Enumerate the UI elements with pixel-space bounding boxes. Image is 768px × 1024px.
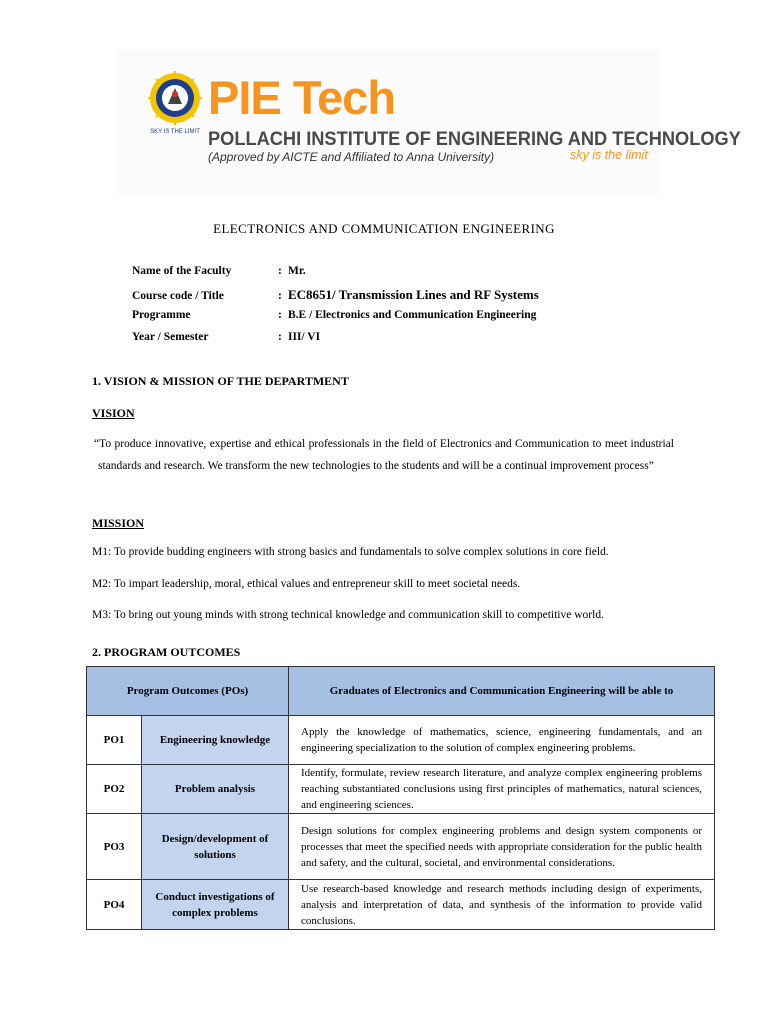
brand-name: PIE Tech	[208, 71, 396, 124]
po-code: PO2	[87, 765, 142, 814]
detail-separator: :	[278, 290, 282, 302]
detail-separator: :	[278, 309, 282, 321]
detail-value: III/ VI	[288, 331, 321, 343]
college-emblem-logo	[148, 70, 202, 136]
detail-value: EC8651/ Transmission Lines and RF Systems	[288, 287, 539, 302]
mission-item-m1: M1: To provide budding engineers with strong basics and fundamentals to solve complex solutions in core field.	[92, 546, 609, 558]
program-outcomes-table	[86, 666, 715, 930]
po-name: Conduct investigations of complex problems	[142, 880, 289, 930]
po-code: PO1	[87, 716, 142, 765]
table-header-row	[87, 667, 715, 716]
department-title: ELECTRONICS AND COMMUNICATION ENGINEERING	[213, 221, 555, 236]
course-details	[132, 265, 539, 353]
detail-separator: :	[278, 331, 282, 343]
detail-row-faculty	[132, 265, 539, 287]
approval-note: (Approved by AICTE and Affiliated to Anna University)	[208, 150, 495, 164]
detail-key: Programme	[132, 309, 191, 321]
po-name: Problem analysis	[142, 765, 289, 814]
po-description: Use research-based knowledge and research methods including design of experiments, analysis and interpretation of data, and synthesis of the information to provide valid conclusions.	[289, 880, 715, 930]
detail-key: Year / Semester	[132, 331, 209, 343]
table-row	[87, 716, 715, 765]
section-program-outcomes-title: 2. PROGRAM OUTCOMES	[92, 645, 241, 659]
section-vision-mission-title: 1. VISION & MISSION OF THE DEPARTMENT	[92, 374, 349, 388]
table-row	[87, 814, 715, 880]
detail-row-year	[132, 331, 539, 353]
po-description: Identify, formulate, review research literature, and analyze complex engineering problems reaching substantiated conclusions using first principles of mathematics, natural sciences, and engineering sciences.	[289, 765, 715, 814]
tagline: sky is the limit	[570, 148, 648, 162]
table-row	[87, 765, 715, 814]
detail-separator: :	[278, 265, 282, 277]
po-description: Design solutions for complex engineering problems and design system components or processes that meet the specified needs with appropriate consideration for the public health and safety, and the cultural, societal, and environmental considerations.	[289, 814, 715, 880]
po-name: Design/development of solutions	[142, 814, 289, 880]
detail-value: Mr.	[288, 265, 306, 277]
vision-text: “To produce innovative, expertise and ethical professionals in the field of Electronics and Communication to meet industrial standards and research. We transform the new technologies to the students and will be a continual improvement process”	[94, 438, 674, 473]
table-header-graduates: Graduates of Electronics and Communication Engineering will be able to	[289, 667, 715, 716]
po-name: Engineering knowledge	[142, 716, 289, 765]
detail-key: Course code / Title	[132, 290, 224, 302]
mission-heading: MISSION	[92, 516, 145, 530]
detail-key: Name of the Faculty	[132, 265, 232, 277]
po-code: PO3	[87, 814, 142, 880]
detail-row-course	[132, 287, 539, 309]
detail-row-programme	[132, 309, 539, 331]
mission-item-m2: M2: To impart leadership, moral, ethical values and entrepreneur skill to meet societal needs.	[92, 578, 521, 590]
mission-item-m3: M3: To bring out young minds with strong technical knowledge and communication skill to competitive world.	[92, 609, 604, 621]
po-description: Apply the knowledge of mathematics, science, engineering fundamentals, and an engineering specialization to the solution of complex engineering problems.	[289, 716, 715, 765]
table-header-pos: Program Outcomes (POs)	[87, 667, 289, 716]
po-code: PO4	[87, 880, 142, 930]
svg-text:SKY IS THE LIMIT: SKY IS THE LIMIT	[150, 129, 200, 135]
detail-value: B.E / Electronics and Communication Engineering	[288, 309, 537, 321]
institute-name: POLLACHI INSTITUTE OF ENGINEERING AND TECHNOLOGY	[208, 128, 741, 150]
vision-heading: VISION	[92, 406, 135, 420]
table-row	[87, 880, 715, 930]
